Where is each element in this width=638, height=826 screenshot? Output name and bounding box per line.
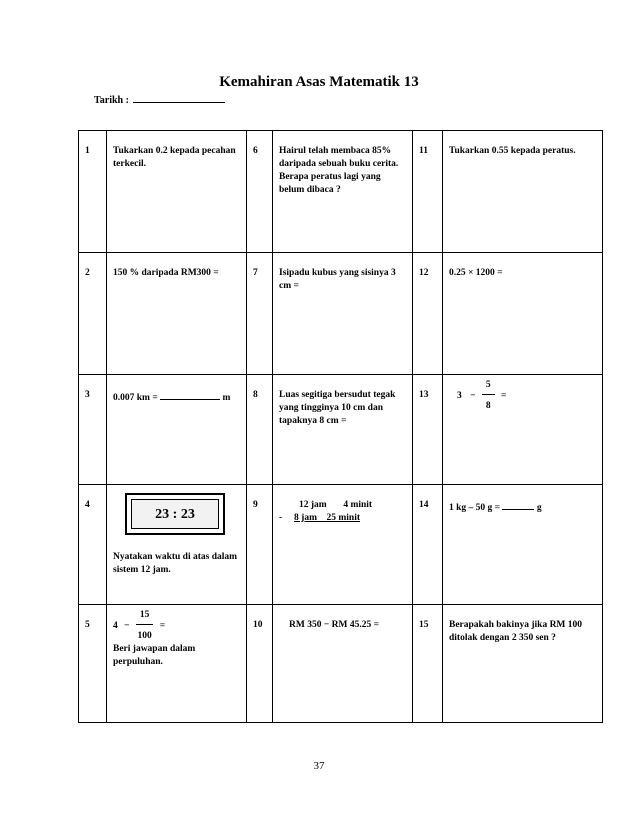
question-text: Luas segitiga bersudut tegak yang tingginya 10 cm dan tapaknya 8 cm = [279, 390, 396, 426]
fraction-denominator: 8 [485, 401, 491, 411]
table-row [79, 485, 603, 605]
question-text: 0.25 × 1200 = [449, 268, 503, 278]
answer-blank [502, 499, 534, 510]
equals-sign: = [159, 621, 166, 632]
page-number: 37 [313, 760, 325, 772]
question-text: Tukarkan 0.2 kepada pecahan terkecil. [113, 146, 236, 169]
minus-sign: − [124, 621, 130, 632]
question-2 [107, 253, 247, 375]
fraction-numerator: 15 [136, 609, 154, 625]
question-13 [443, 375, 603, 485]
question-grid [78, 130, 603, 723]
question-text: Nyatakan waktu di atas dalam sistem 12 jam. [113, 552, 238, 575]
question-number: 5 [79, 605, 107, 723]
question-11 [443, 131, 603, 253]
question-number: 12 [413, 253, 443, 375]
operator-sign: - [279, 513, 283, 523]
minus-sign: − [470, 391, 476, 402]
subtraction-line-2 [279, 512, 407, 525]
question-number: 14 [413, 485, 443, 605]
question-9 [273, 485, 413, 605]
clock-display: 23 : 23 [155, 506, 195, 522]
fraction-expression [113, 609, 241, 643]
table-row [79, 605, 603, 723]
question-number: 1 [79, 131, 107, 253]
question-7 [273, 253, 413, 375]
question-text: RM 350 − RM 45.25 = [289, 620, 379, 630]
question-14 [443, 485, 603, 605]
question-15 [443, 605, 603, 723]
question-text: 150 % daripada RM300 = [113, 268, 219, 278]
fraction [136, 609, 154, 643]
question-number: 6 [247, 131, 273, 253]
question-4 [107, 485, 247, 605]
whole-number: 3 [457, 391, 462, 402]
question-8 [273, 375, 413, 485]
question-number: 7 [247, 253, 273, 375]
date-blank-line [133, 93, 225, 103]
table-row [79, 131, 603, 253]
unit-text: m [222, 393, 231, 403]
question-text: Berapakah bakinya jika RM 100 ditolak dengan 2 350 sen ? [449, 620, 583, 643]
question-number: 8 [247, 375, 273, 485]
fraction-denominator: 100 [137, 631, 152, 641]
date-label: Tarikh : [94, 95, 129, 106]
question-number: 9 [247, 485, 273, 605]
unit-text: g [536, 503, 542, 513]
question-text: 0.007 km = [113, 393, 158, 403]
question-number: 11 [413, 131, 443, 253]
question-6 [273, 131, 413, 253]
table-row [79, 375, 603, 485]
fraction [482, 379, 495, 413]
question-text: Isipadu kubus yang sisinya 3 cm = [279, 268, 396, 291]
answer-blank [160, 389, 220, 400]
question-12 [443, 253, 603, 375]
question-number: 3 [79, 375, 107, 485]
digital-clock-icon [125, 493, 225, 535]
date-field [94, 93, 225, 106]
question-text: Hairul telah membaca 85% daripada sebuah buku cerita. Berapa peratus lagi yang belum dibaca ? [279, 146, 399, 195]
equals-sign: = [501, 391, 507, 402]
question-number: 15 [413, 605, 443, 723]
question-3 [107, 375, 247, 485]
question-1 [107, 131, 247, 253]
question-text: Beri jawapan dalam perpuluhan. [113, 644, 196, 667]
subtraction-subtrahend: 8 jam 25 minit [294, 513, 361, 523]
question-number: 10 [247, 605, 273, 723]
question-number: 4 [79, 485, 107, 605]
question-number: 13 [413, 375, 443, 485]
question-text: 1 kg – 50 g = [449, 503, 501, 513]
question-number: 2 [79, 253, 107, 375]
question-10 [273, 605, 413, 723]
fraction-numerator: 5 [482, 379, 495, 395]
question-text: Tukarkan 0.55 kepada peratus. [449, 146, 576, 156]
whole-number: 4 [113, 621, 118, 632]
table-row [79, 253, 603, 375]
page-title: Kemahiran Asas Matematik 13 [219, 74, 419, 90]
subtraction-line-1: 12 jam 4 minit [299, 500, 373, 510]
question-5 [107, 605, 247, 723]
